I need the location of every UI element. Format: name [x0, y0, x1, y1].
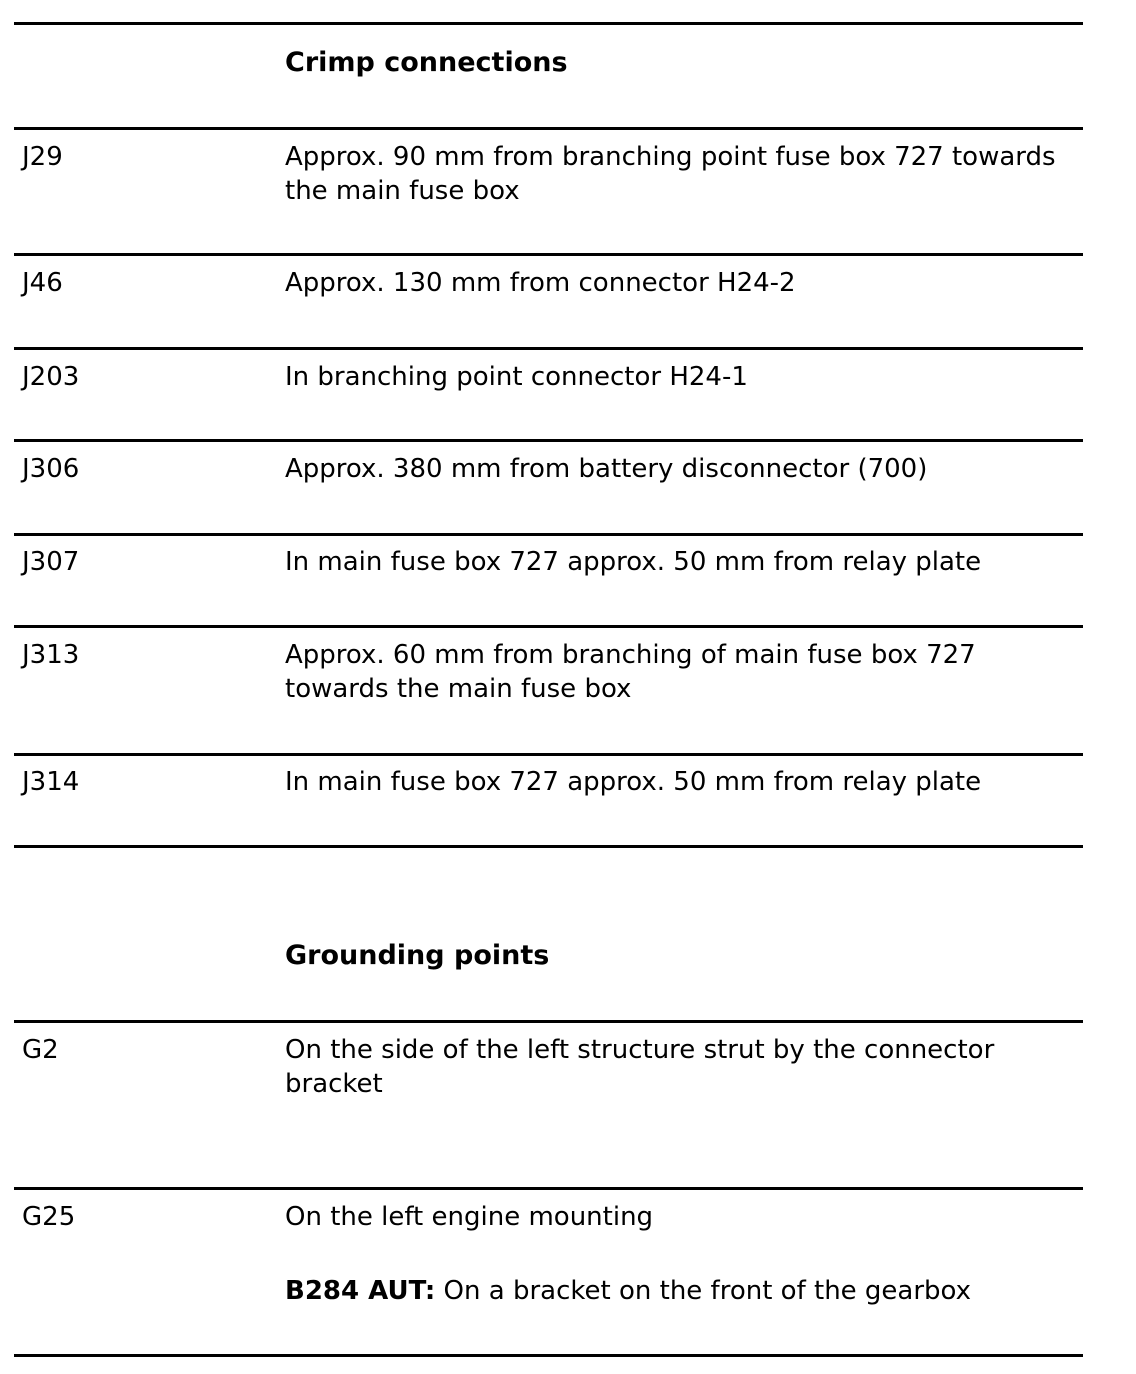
row-description: On the left engine mounting: [285, 1202, 654, 1232]
bottom-rule: [14, 1354, 1083, 1357]
row-divider: [14, 127, 1083, 130]
row-divider: [14, 533, 1083, 536]
row-description: In main fuse box 727 approx. 50 mm from relay plate: [285, 767, 982, 797]
row-divider: [14, 347, 1083, 350]
row-description: On the side of the left structure strut by the connector bracket: [285, 1035, 995, 1099]
row-description: Approx. 380 mm from battery disconnector (700): [285, 454, 928, 484]
row-divider: [14, 253, 1083, 256]
row-description: Approx. 90 mm from branching point fuse box 727 towards the main fuse box: [285, 142, 1056, 206]
section-heading-grounding-points: Grounding points: [285, 940, 550, 971]
row-description: In main fuse box 727 approx. 50 mm from relay plate: [285, 547, 982, 577]
row-note-text: On a bracket on the front of the gearbox: [435, 1276, 972, 1306]
row-divider: [14, 753, 1083, 756]
row-code: J29: [22, 142, 63, 172]
row-code: J314: [22, 767, 80, 797]
row-divider: [14, 439, 1083, 442]
row-description: Approx. 60 mm from branching of main fuse box 727 towards the main fuse box: [285, 640, 976, 704]
row-code: J203: [22, 362, 80, 392]
section-end-rule: [14, 845, 1083, 848]
row-description: Approx. 130 mm from connector H24-2: [285, 268, 796, 298]
row-note: [285, 1274, 1075, 1308]
row-code: J306: [22, 454, 80, 484]
row-code: G2: [22, 1035, 59, 1065]
row-code: J46: [22, 268, 63, 298]
row-description: In branching point connector H24-1: [285, 362, 748, 392]
top-rule: [14, 22, 1083, 25]
row-note-label: B284 AUT:: [285, 1276, 436, 1306]
row-divider: [14, 1020, 1083, 1023]
row-divider: [14, 625, 1083, 628]
row-divider: [14, 1187, 1083, 1190]
row-code: J313: [22, 640, 80, 670]
row-code: G25: [22, 1202, 76, 1232]
row-code: J307: [22, 547, 80, 577]
section-heading-crimp-connections: Crimp connections: [285, 47, 568, 78]
